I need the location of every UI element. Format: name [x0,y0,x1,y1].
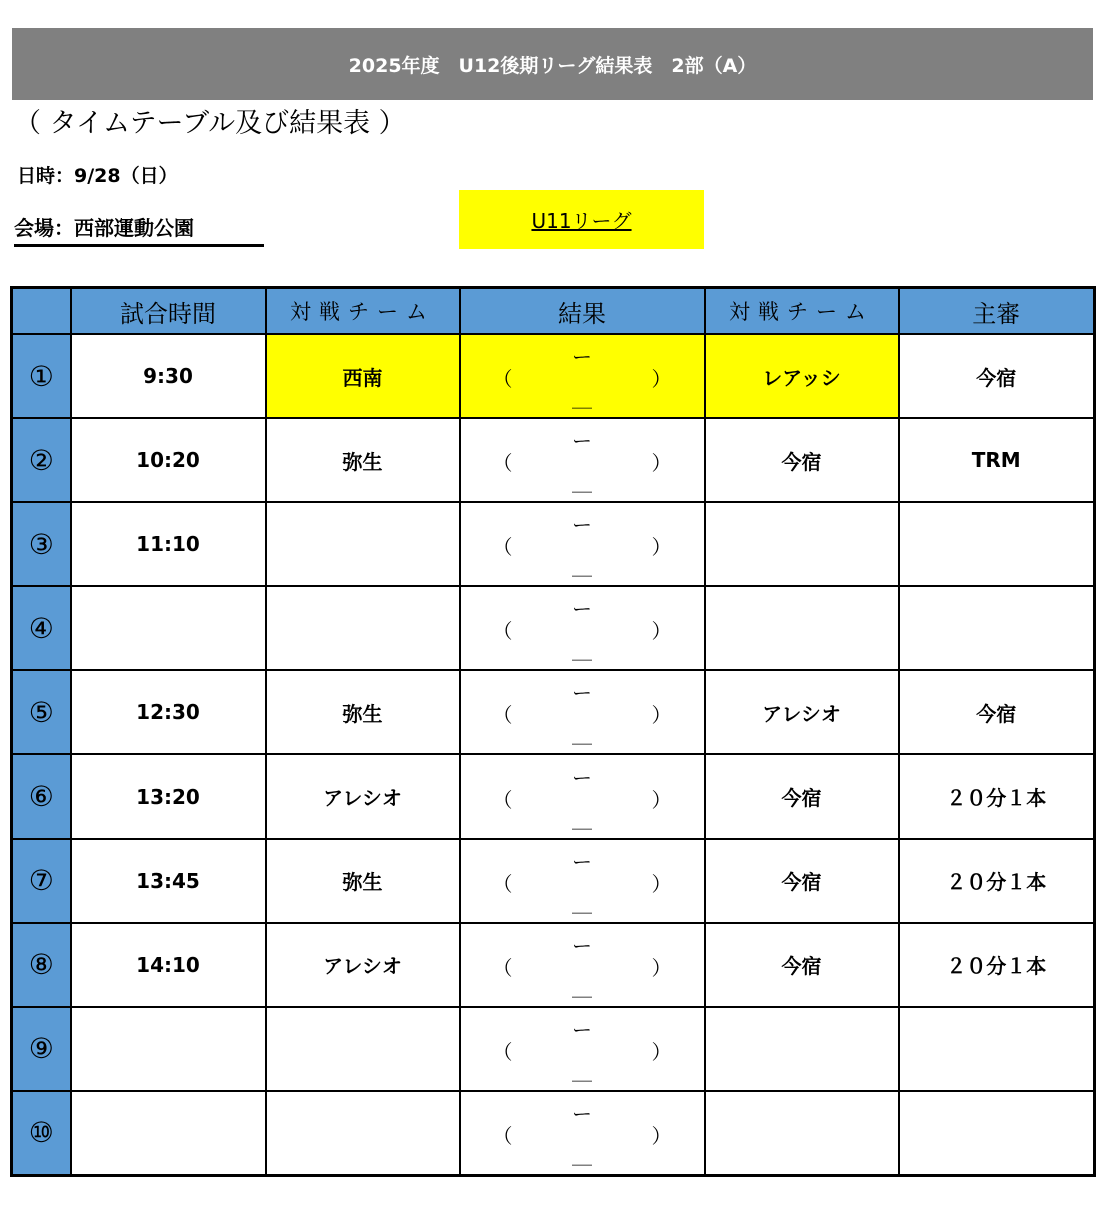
document-title: 2025年度 U12後期リーグ結果表 2部（A） [12,28,1093,100]
score-open-paren: （ [492,1123,513,1148]
score-dash-bottom: ＿ [572,975,592,1000]
referee: TRM [899,418,1095,502]
score-open-paren: （ [492,535,513,560]
team-b: レアッシ [705,334,899,418]
team-b [705,1091,899,1176]
score-dash-bottom: ＿ [572,891,592,916]
table-row [12,1091,1095,1176]
match-time: 13:45 [71,839,266,923]
table-row [12,334,1095,418]
team-a [266,1091,460,1176]
score-box [461,924,704,1006]
header-team-a: 対戦チーム [266,288,460,335]
score-dash-bottom: ＿ [572,471,592,496]
result-cell [460,502,705,586]
score-open-paren: （ [492,619,513,644]
team-a: 弥生 [266,418,460,502]
score-dash-top: ー [572,1101,592,1126]
team-b [705,1007,899,1091]
referee [899,502,1095,586]
header-num [12,288,71,335]
team-b [705,502,899,586]
score-open-paren: （ [492,367,513,392]
score-close-paren: ） [651,1039,672,1064]
referee: ２０分１本 [899,754,1095,838]
team-b: 今宿 [705,754,899,838]
event-date: 日時：9/28（日） [17,165,178,187]
match-time [71,1007,266,1091]
team-a [266,502,460,586]
match-time: 9:30 [71,334,266,418]
score-box [461,335,704,417]
match-number: ⑤ [12,670,71,754]
result-cell [460,1007,705,1091]
league-badge [459,190,704,249]
match-number: ⑦ [12,839,71,923]
match-number: ⑨ [12,1007,71,1091]
score-open-paren: （ [492,955,513,980]
team-b: 今宿 [705,923,899,1007]
result-cell [460,754,705,838]
score-box [461,756,704,838]
score-close-paren: ） [651,619,672,644]
result-cell [460,923,705,1007]
match-number: ③ [12,502,71,586]
score-open-paren: （ [492,703,513,728]
match-time: 11:10 [71,502,266,586]
header-result: 結果 [460,288,705,335]
score-close-paren: ） [651,955,672,980]
schedule-table [10,286,1096,1177]
team-a [266,1007,460,1091]
score-box [461,840,704,922]
score-dash-top: ー [572,849,592,874]
match-number: ⑧ [12,923,71,1007]
referee: ２０分１本 [899,923,1095,1007]
header-match-time: 試合時間 [71,288,266,335]
document-subtitle: （ タイムテーブル及び結果表 ） [14,108,406,139]
team-a: 弥生 [266,839,460,923]
match-number: ② [12,418,71,502]
referee [899,1007,1095,1091]
event-venue: 会場：西部運動公園 [14,212,264,247]
score-dash-bottom: ＿ [572,387,592,412]
match-number: ⑥ [12,754,71,838]
team-b: アレシオ [705,670,899,754]
score-dash-bottom: ＿ [572,1143,592,1168]
referee [899,1091,1095,1176]
team-b [705,586,899,670]
score-dash-bottom: ＿ [572,639,592,664]
table-row [12,418,1095,502]
table-row [12,839,1095,923]
score-dash-top: ー [572,345,592,370]
match-time: 13:20 [71,754,266,838]
header-team-b: 対戦チーム [705,288,899,335]
team-b: 今宿 [705,839,899,923]
score-dash-top: ー [572,513,592,538]
score-close-paren: ） [651,703,672,728]
match-time [71,1091,266,1176]
match-number: ④ [12,586,71,670]
score-box [461,503,704,585]
score-dash-top: ー [572,681,592,706]
score-close-paren: ） [651,871,672,896]
team-a: アレシオ [266,923,460,1007]
score-close-paren: ） [651,787,672,812]
score-box [461,419,704,501]
referee: ２０分１本 [899,839,1095,923]
score-dash-top: ー [572,765,592,790]
table-row [12,586,1095,670]
match-number: ⑩ [12,1091,71,1176]
result-cell [460,586,705,670]
match-number: ① [12,334,71,418]
score-open-paren: （ [492,451,513,476]
score-open-paren: （ [492,871,513,896]
header-referee: 主審 [899,288,1095,335]
score-box [461,587,704,669]
score-close-paren: ） [651,367,672,392]
team-a: 弥生 [266,670,460,754]
result-cell [460,839,705,923]
match-time [71,586,266,670]
score-dash-top: ー [572,429,592,454]
league-label: U11リーグ [531,209,632,233]
table-row [12,670,1095,754]
table-row [12,502,1095,586]
table-header-row [12,288,1095,335]
score-box [461,671,704,753]
score-dash-bottom: ＿ [572,555,592,580]
score-box [461,1008,704,1090]
team-a: 西南 [266,334,460,418]
score-dash-bottom: ＿ [572,1059,592,1084]
referee: 今宿 [899,334,1095,418]
result-cell [460,670,705,754]
team-b: 今宿 [705,418,899,502]
score-close-paren: ） [651,535,672,560]
score-dash-top: ー [572,933,592,958]
score-dash-top: ー [572,597,592,622]
score-open-paren: （ [492,787,513,812]
referee: 今宿 [899,670,1095,754]
table-row [12,754,1095,838]
score-box [461,1092,704,1174]
team-a: アレシオ [266,754,460,838]
score-dash-bottom: ＿ [572,807,592,832]
result-cell [460,418,705,502]
result-cell [460,334,705,418]
score-dash-top: ー [572,1017,592,1042]
referee [899,586,1095,670]
table-row [12,1007,1095,1091]
match-time: 14:10 [71,923,266,1007]
match-time: 12:30 [71,670,266,754]
score-close-paren: ） [651,451,672,476]
score-open-paren: （ [492,1039,513,1064]
table-row [12,923,1095,1007]
match-time: 10:20 [71,418,266,502]
team-a [266,586,460,670]
result-cell [460,1091,705,1176]
score-close-paren: ） [651,1123,672,1148]
score-dash-bottom: ＿ [572,723,592,748]
